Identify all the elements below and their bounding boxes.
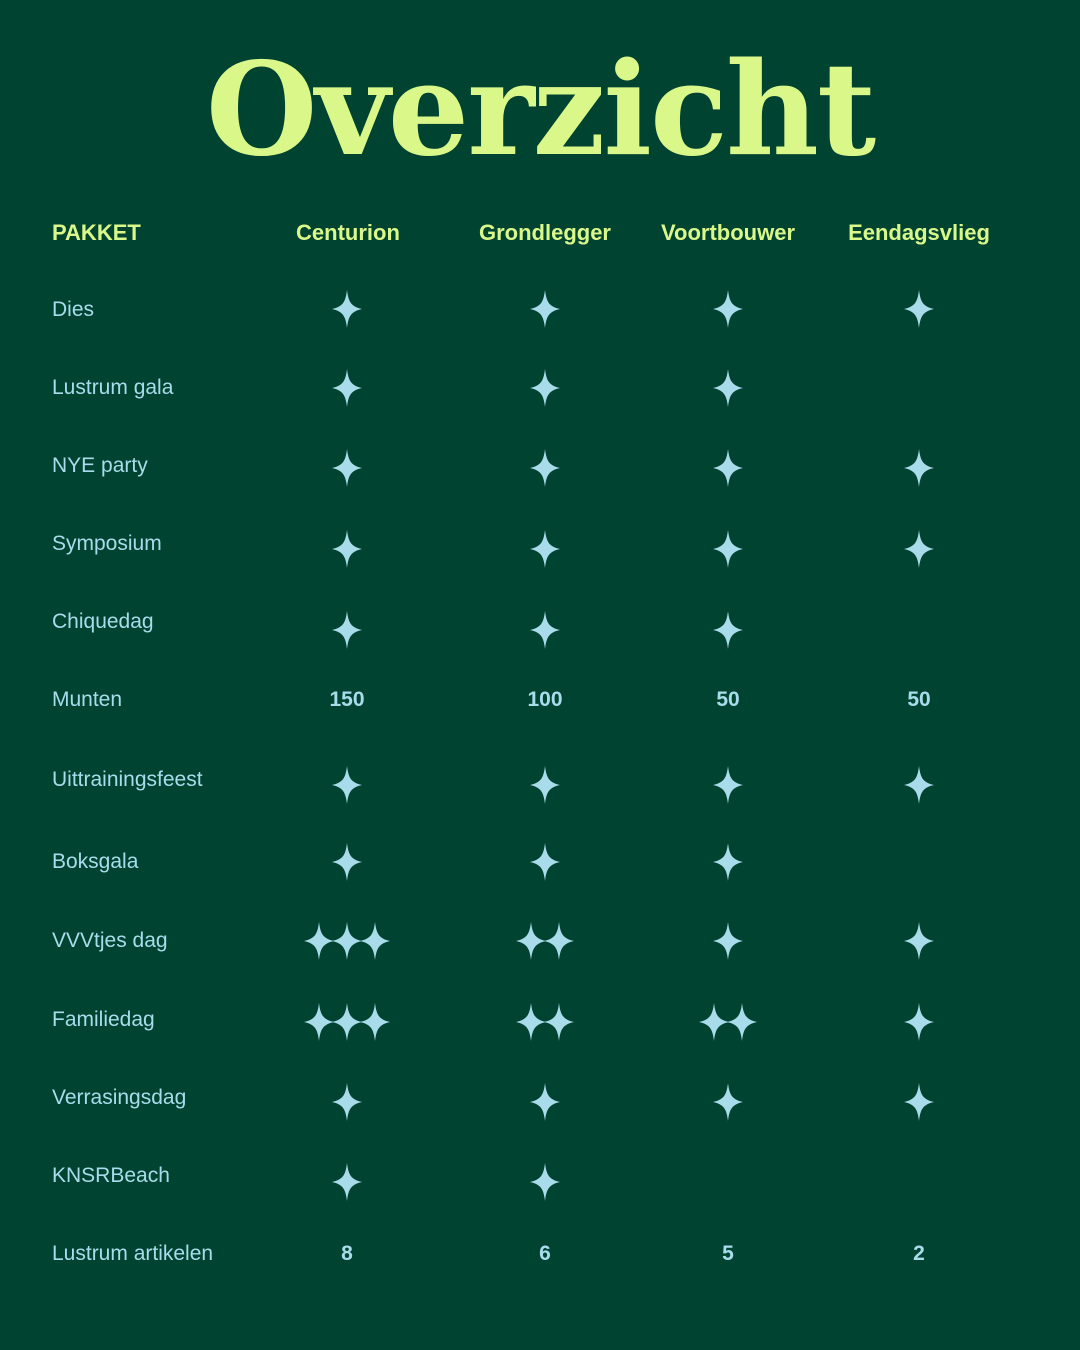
table-cell: [638, 916, 818, 966]
star-rating: [531, 1082, 559, 1122]
column-header-centurion: Centurion: [296, 220, 400, 245]
four-point-star-icon: [709, 448, 747, 488]
star-rating: [714, 842, 742, 882]
table-cell: 8: [341, 1242, 353, 1265]
star-rating: [531, 289, 559, 329]
star-rating: [333, 1162, 361, 1202]
four-point-star-icon: [526, 289, 564, 329]
four-point-star-icon: [526, 529, 564, 569]
row-label: Familiedag: [52, 1008, 155, 1031]
row-label: Lustrum gala: [52, 376, 174, 399]
star-rating: [905, 289, 933, 329]
row-label: NYE party: [52, 454, 148, 477]
table-cell: [257, 760, 437, 810]
table-cell: [257, 1157, 437, 1207]
table-cell: [455, 837, 635, 887]
star-rating: [905, 1002, 933, 1042]
four-point-star-icon: [526, 1162, 564, 1202]
star-rating: [905, 448, 933, 488]
page-title: Overzicht: [205, 35, 875, 185]
header-pakket: PAKKET: [52, 220, 141, 245]
four-point-star-icon: [540, 921, 578, 961]
four-point-star-icon: [900, 529, 938, 569]
table-cell: [455, 524, 635, 574]
four-point-star-icon: [709, 610, 747, 650]
star-rating: [905, 765, 933, 805]
table-cell: [455, 284, 635, 334]
table-cell: [829, 363, 1009, 413]
table-cell: [257, 284, 437, 334]
four-point-star-icon: [328, 765, 366, 805]
table-cell: 150: [329, 688, 365, 711]
table-cell: [829, 916, 1009, 966]
four-point-star-icon: [709, 368, 747, 408]
star-rating: [333, 1082, 361, 1122]
row-label: Verrasingsdag: [52, 1086, 187, 1109]
four-point-star-icon: [328, 368, 366, 408]
table-cell: 50: [716, 688, 740, 711]
table-cell: [638, 1157, 818, 1207]
table-cell: [257, 997, 437, 1047]
table-cell: [829, 443, 1009, 493]
column-header-grondlegger: Grondlegger: [478, 220, 611, 245]
four-point-star-icon: [709, 842, 747, 882]
table-cell: [638, 284, 818, 334]
four-point-star-icon: [709, 1082, 747, 1122]
star-rating: [714, 368, 742, 408]
four-point-star-icon: [328, 448, 366, 488]
star-rating: [531, 842, 559, 882]
table-cell: [257, 605, 437, 655]
star-rating: [714, 1082, 742, 1122]
table-cell: 2: [913, 1242, 925, 1265]
row-label: KNSRBeach: [52, 1164, 170, 1187]
four-point-star-icon: [709, 921, 747, 961]
table-cell: [455, 997, 635, 1047]
star-rating: [905, 1082, 933, 1122]
table-cell: [257, 443, 437, 493]
star-rating: [714, 610, 742, 650]
star-rating: [333, 842, 361, 882]
table-cell: [829, 1157, 1009, 1207]
four-point-star-icon: [328, 529, 366, 569]
star-rating: [531, 368, 559, 408]
four-point-star-icon: [328, 842, 366, 882]
table-cell: [455, 443, 635, 493]
table-cell: [829, 837, 1009, 887]
table-cell: [257, 1077, 437, 1127]
table-cell: [638, 997, 818, 1047]
table-cell: [455, 760, 635, 810]
four-point-star-icon: [900, 448, 938, 488]
table-cell: [257, 524, 437, 574]
table-cell: [829, 1077, 1009, 1127]
star-rating: [905, 529, 933, 569]
four-point-star-icon: [526, 1082, 564, 1122]
table-cell: [638, 837, 818, 887]
table-cell: [455, 363, 635, 413]
column-header-voortbouwer: Voortbouwer: [660, 220, 796, 245]
table-cell: [638, 524, 818, 574]
column-header-eendagsvlieg: Eendagsvlieg: [848, 220, 990, 245]
four-point-star-icon: [356, 921, 394, 961]
table-cell: [638, 1077, 818, 1127]
row-label: Uittrainingsfeest: [52, 768, 203, 791]
four-point-star-icon: [328, 610, 366, 650]
row-label: Lustrum artikelen: [52, 1242, 214, 1265]
star-rating: [305, 921, 389, 961]
star-rating: [333, 610, 361, 650]
four-point-star-icon: [709, 765, 747, 805]
table-cell: [638, 363, 818, 413]
star-rating: [333, 765, 361, 805]
row-label: Dies: [52, 298, 95, 321]
table-cell: 100: [527, 688, 563, 711]
star-rating: [714, 921, 742, 961]
star-rating: [333, 448, 361, 488]
table-cell: [829, 760, 1009, 810]
table-cell: [638, 760, 818, 810]
four-point-star-icon: [540, 1002, 578, 1042]
row-label: Boksgala: [52, 850, 139, 873]
table-cell: [257, 363, 437, 413]
star-rating: [517, 1002, 573, 1042]
star-rating: [905, 921, 933, 961]
four-point-star-icon: [328, 1082, 366, 1122]
row-label: Chiquedag: [52, 610, 154, 633]
table-cell: [829, 284, 1009, 334]
four-point-star-icon: [900, 289, 938, 329]
four-point-star-icon: [900, 1082, 938, 1122]
four-point-star-icon: [526, 368, 564, 408]
table-cell: [257, 837, 437, 887]
star-rating: [333, 368, 361, 408]
row-label: VVVtjes dag: [52, 929, 168, 952]
row-label: Munten: [52, 688, 123, 711]
row-label: Symposium: [52, 532, 162, 555]
star-rating: [531, 1162, 559, 1202]
table-cell: 5: [722, 1242, 734, 1265]
four-point-star-icon: [900, 765, 938, 805]
four-point-star-icon: [328, 1162, 366, 1202]
table-cell: [829, 605, 1009, 655]
star-rating: [714, 448, 742, 488]
star-rating: [714, 765, 742, 805]
star-rating: [305, 1002, 389, 1042]
four-point-star-icon: [526, 842, 564, 882]
table-cell: [829, 524, 1009, 574]
table-cell: [638, 605, 818, 655]
star-rating: [531, 448, 559, 488]
star-rating: [517, 921, 573, 961]
table-cell: [455, 605, 635, 655]
star-rating: [333, 529, 361, 569]
star-rating: [531, 529, 559, 569]
star-rating: [714, 529, 742, 569]
table-cell: [829, 997, 1009, 1047]
star-rating: [714, 289, 742, 329]
four-point-star-icon: [723, 1002, 761, 1042]
star-rating: [333, 289, 361, 329]
four-point-star-icon: [900, 921, 938, 961]
table-cell: 50: [907, 688, 931, 711]
table-cell: [455, 1157, 635, 1207]
table-cell: [638, 443, 818, 493]
four-point-star-icon: [526, 448, 564, 488]
four-point-star-icon: [709, 289, 747, 329]
star-rating: [531, 765, 559, 805]
four-point-star-icon: [900, 1002, 938, 1042]
table-cell: 6: [539, 1242, 551, 1265]
four-point-star-icon: [526, 765, 564, 805]
four-point-star-icon: [526, 610, 564, 650]
table-cell: [257, 916, 437, 966]
table-cell: [455, 916, 635, 966]
star-rating: [700, 1002, 756, 1042]
four-point-star-icon: [328, 289, 366, 329]
star-rating: [531, 610, 559, 650]
four-point-star-icon: [356, 1002, 394, 1042]
table-cell: [455, 1077, 635, 1127]
four-point-star-icon: [709, 529, 747, 569]
